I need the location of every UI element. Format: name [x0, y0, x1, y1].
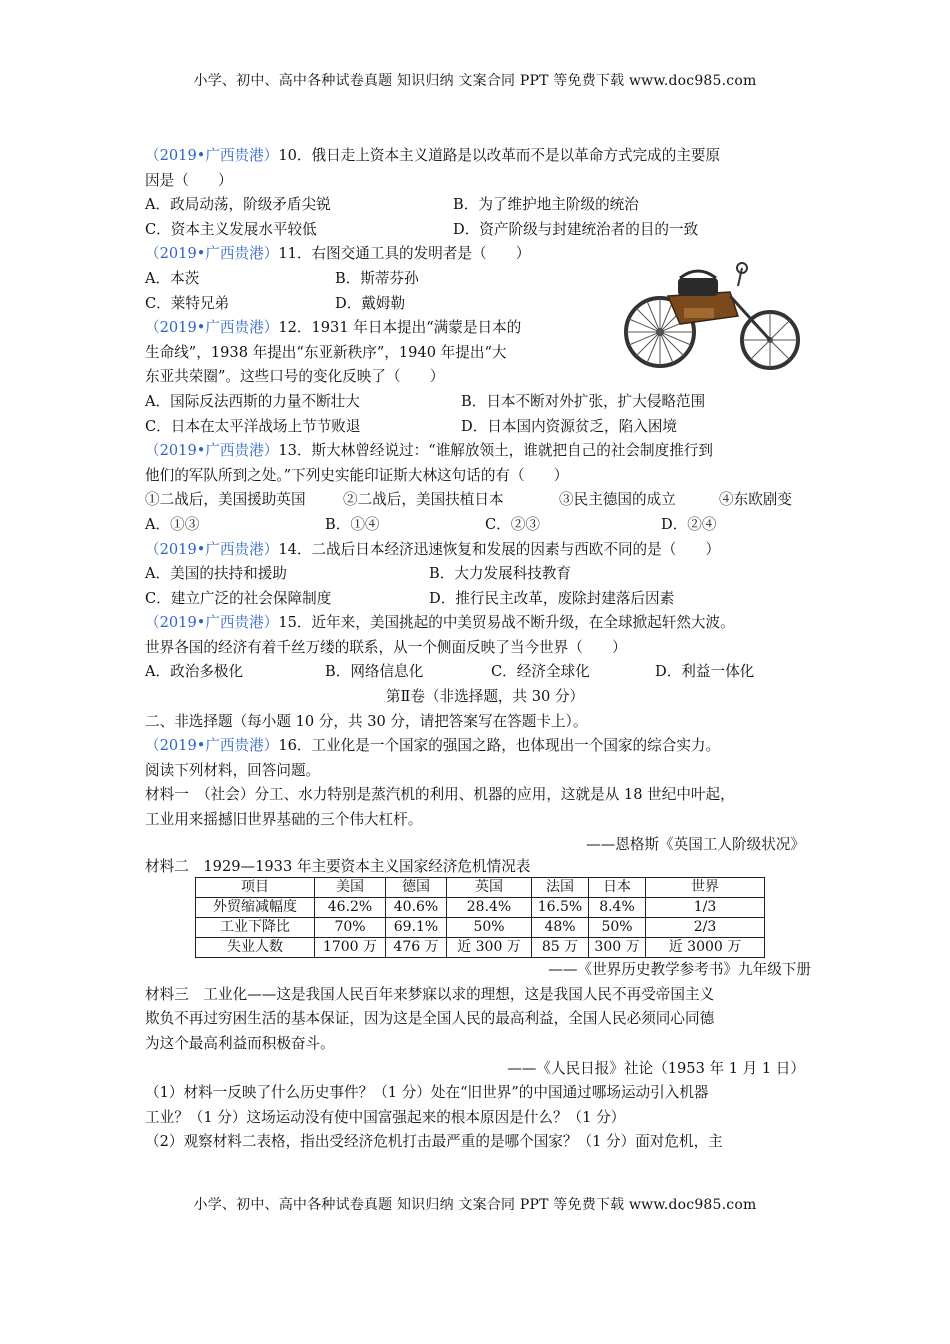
material-3-line2: 欺负不再过穷困生活的基本保证，因为这是全国人民的最高利益，全国人民必须同心同德: [145, 1010, 715, 1028]
q14-stem: （2019•广西贵港）14．二战后日本经济迅速恢复和发展的因素与西欧不同的是（ ）: [145, 540, 721, 558]
table-cell: 近 3000 万: [646, 938, 765, 958]
q12-options-cd: C．日本在太平洋战场上节节败退 D．日本国内资源贫乏，陷入困境: [145, 417, 678, 435]
q12-stem: （2019•广西贵港）12．1931 年日本提出“满蒙是日本的: [145, 319, 522, 337]
table-cell: 失业人数: [196, 938, 315, 958]
table-cell: 476 万: [386, 938, 447, 958]
q14-options-cd: C．建立广泛的社会保障制度 D．推行民主改革，废除封建落后因素: [145, 589, 675, 607]
q15-stem-cont: 世界各国的经济有着千丝万缕的联系，从一个侧面反映了当今世界（ ）: [145, 638, 627, 656]
q10-options-ab: A．政局动荡，阶级矛盾尖锐 B．为了维护地主阶级的统治: [145, 196, 639, 214]
exam-content: [145, 144, 825, 1155]
material-3-line3: 为这个最高利益而积极奋斗。: [145, 1035, 335, 1052]
q14-options-ab: A．美国的扶持和援助 B．大力发展科技教育: [145, 565, 572, 583]
crisis-table: [195, 877, 765, 958]
q16-stem-cont: 阅读下列材料，回答问题。: [145, 761, 321, 779]
q13-options: A．①③ B．①④ C．②③ D．②④: [145, 515, 717, 533]
material-2-title: 材料二 1929—1933 年主要资本主义国家经济危机情况表: [145, 858, 531, 876]
q16-stem: （2019•广西贵港）16．工业化是一个国家的强国之路，也体现出一个国家的综合实力。: [145, 737, 721, 755]
table-cell: 300 万: [589, 938, 646, 958]
page-header: 小学、初中、高中各种试卷真题 知识归纳 文案合同 PPT 等免费下载 www.doc985.com: [193, 73, 757, 89]
table-header-cell: 世界: [646, 878, 765, 898]
table-row: [196, 898, 765, 918]
table-cell: 70%: [315, 918, 386, 938]
q13-stem: （2019•广西贵港）13．斯大林曾经说过：“谁解放领土，谁就把自己的社会制度推行到: [145, 442, 713, 460]
table-cell: 近 300 万: [447, 938, 532, 958]
table-header-cell: 德国: [386, 878, 447, 898]
table-header-cell: 英国: [447, 878, 532, 898]
table-cell: 8.4%: [589, 898, 646, 918]
table-header-cell: 日本: [589, 878, 646, 898]
table-cell: 28.4%: [447, 898, 532, 918]
section-instructions: 二、非选择题（每小题 10 分，共 30 分，请把答案写在答题卡上）。: [145, 712, 588, 730]
q15-stem: （2019•广西贵港）15．近年来，美国挑起的中美贸易战不断升级，在全球掀起轩然大波。: [145, 614, 735, 632]
material-3-line1: 材料三 工业化——这是我国人民百年来梦寐以求的理想，这是我国人民不再受帝国主义: [145, 985, 715, 1003]
q12-options-ab: A．国际反法西斯的力量不断壮大 B．日本不断对外扩张，扩大侵略范围: [145, 392, 706, 410]
table-header-cell: 法国: [532, 878, 589, 898]
material-1-source: ——恩格斯《英国工人阶级状况》: [586, 835, 805, 853]
table-cell: 40.6%: [386, 898, 447, 918]
table-cell: 2/3: [646, 918, 765, 938]
table-cell: 16.5%: [532, 898, 589, 918]
q15-options: A．政治多极化 B．网络信息化 C．经济全球化 D．利益一体化: [145, 663, 755, 681]
table-cell: 外贸缩减幅度: [196, 898, 315, 918]
table-cell: 工业下降比: [196, 918, 315, 938]
table-cell: 85 万: [532, 938, 589, 958]
q12-stem-cont2: 东亚共荣圈”。这些口号的变化反映了（ ）: [145, 368, 445, 386]
table-cell: 1/3: [646, 898, 765, 918]
table-cell: 50%: [589, 918, 646, 938]
table-cell: 1700 万: [315, 938, 386, 958]
table-row: [196, 918, 765, 938]
q11-options-ab: A．本茨 B．斯蒂芬孙: [145, 269, 419, 287]
table-cell: 50%: [447, 918, 532, 938]
table-header-cell: 美国: [315, 878, 386, 898]
q10-options-cd: C．资本主义发展水平较低 D．资产阶级与封建统治者的目的一致: [145, 220, 699, 238]
q10-stem: （2019•广西贵港）10．俄日走上资本主义道路是以改革而不是以革命方式完成的主要原: [145, 147, 721, 164]
page-footer: 小学、初中、高中各种试卷真题 知识归纳 文案合同 PPT 等免费下载 www.doc985.com: [193, 1197, 757, 1213]
table-header-cell: 项目: [196, 878, 315, 898]
material-1-line2: 工业用来摇撼旧世界基础的三个伟大杠杆。: [145, 811, 423, 829]
q12-stem-cont: 生命线”，1938 年提出“东亚新秩序”，1940 年提出“大: [145, 343, 507, 361]
q10-stem-cont: 因是（ ）: [145, 171, 233, 189]
table-cell: 69.1%: [386, 918, 447, 938]
table-cell: 48%: [532, 918, 589, 938]
material-3-source: ——《人民日报》社论（1953 年 1 月 1 日）: [507, 1059, 805, 1077]
q13-stem-cont: 他们的军队所到之处。”下列史实能印证斯大林这句话的有（ ）: [145, 466, 569, 484]
sub-question-2-line1: （2）观察材料二表格，指出受经济危机打击最严重的是哪个国家？（1 分）面对危机，主: [145, 1133, 723, 1151]
sub-question-1-line2: 工业？（1 分）这场运动没有使中国富强起来的根本原因是什么？（1 分）: [145, 1108, 626, 1126]
q11-options-cd: C．莱特兄弟 D．戴姆勒: [145, 294, 406, 312]
table-header-row: [196, 878, 765, 898]
table-cell: 46.2%: [315, 898, 386, 918]
material-2-source: ——《世界历史教学参考书》九年级下册: [548, 961, 811, 979]
section-title: 第Ⅱ卷（非选择题，共 30 分）: [385, 688, 585, 706]
table-row: [196, 938, 765, 958]
q13-items: ①二战后，美国援助英国 ②二战后，美国扶植日本 ③民主德国的成立 ④东欧剧变: [145, 491, 792, 509]
q11-stem: （2019•广西贵港）11．右图交通工具的发明者是（ ）: [145, 245, 531, 263]
material-1-line1: 材料一 （社会）分工、水力特别是蒸汽机的利用、机器的应用，这就是从 18 世纪中叶起，: [145, 786, 735, 804]
sub-question-1-line1: （1）材料一反映了什么历史事件？（1 分）处在“旧世界”的中国通过哪场运动引入机器: [145, 1084, 709, 1102]
